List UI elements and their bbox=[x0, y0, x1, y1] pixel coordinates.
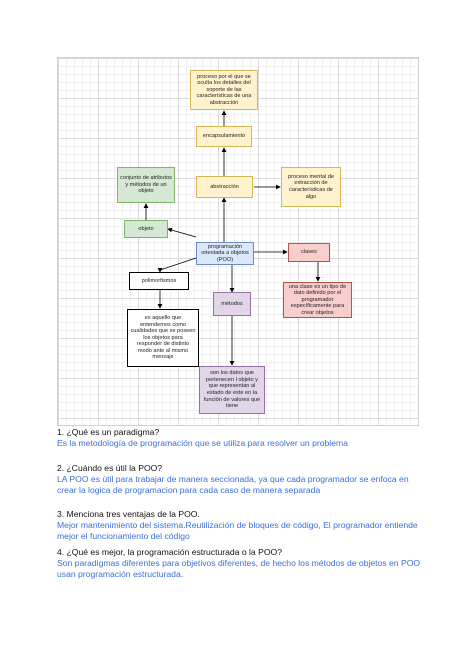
node-polimorfismos: polimorfismos bbox=[129, 272, 189, 290]
node-polimorfismo-definicion: es aquello que entendemos como cualidades que se poseen los objetos para responder de distinto modo ante al mismo mensaje bbox=[127, 309, 199, 367]
question-block-3 bbox=[57, 509, 427, 542]
node-encapsulamiento: encapsulamiento bbox=[196, 126, 252, 147]
question-2: 2. ¿Cuándo es útil la POO? bbox=[57, 463, 163, 473]
node-objeto: objeto bbox=[124, 220, 168, 238]
node-proceso-ocultacion: proceso por el que se oculta los detalles del soporte de las características de una abstracción bbox=[190, 70, 258, 110]
answer-2: LA POO es útil para trabajar de manera seccionada, ya que cada programador se enfoca en crear la logica de programacion para cada caso de manera separada bbox=[57, 474, 409, 495]
node-metodos: métodos bbox=[213, 292, 251, 316]
answer-4: Son paradigmas diferentes para objetivos diferentes, de hecho los métodos de objetos en POO usan programación estructurada. bbox=[57, 558, 421, 579]
arrow-poo-to-objeto bbox=[168, 229, 196, 237]
node-abstraccion: abstracción bbox=[196, 176, 253, 198]
answer-3: Mejor mantenimiento del sistema.Reutilización de bloques de código, El programador entiende mejor el funcionamiento del código bbox=[57, 520, 418, 541]
question-block-2 bbox=[57, 463, 427, 496]
node-datos-definicion: son los datos que pertenecen l objeto y que representan al estado de este en la función de valores que tiene bbox=[199, 366, 265, 414]
node-conjunto-atributos: conjunto de atributos y métodos de un objeto bbox=[117, 167, 175, 203]
answer-1: Es la metodología de programación que se utiliza para resolver un problema bbox=[57, 438, 348, 448]
node-clases: clases bbox=[288, 243, 330, 262]
question-block-4 bbox=[57, 547, 427, 580]
question-4: 4. ¿Qué es mejor, la programación estructurada o la POO? bbox=[57, 547, 282, 557]
node-proceso-mental: proceso mental de extracción de características de algo bbox=[281, 167, 341, 207]
node-poo: programación orientada a objetos (POO) bbox=[196, 242, 254, 265]
node-clase-definicion: una clase es un tipo de dato definido por el programador específicamente para crear objetos bbox=[283, 282, 352, 318]
question-block-1 bbox=[57, 427, 427, 449]
question-3: 3. Menciona tres ventajas de la POO. bbox=[57, 509, 200, 519]
question-1: 1. ¿Qué es un paradigma? bbox=[57, 427, 160, 437]
arrow-poo-to-polimorfismos bbox=[160, 258, 196, 272]
